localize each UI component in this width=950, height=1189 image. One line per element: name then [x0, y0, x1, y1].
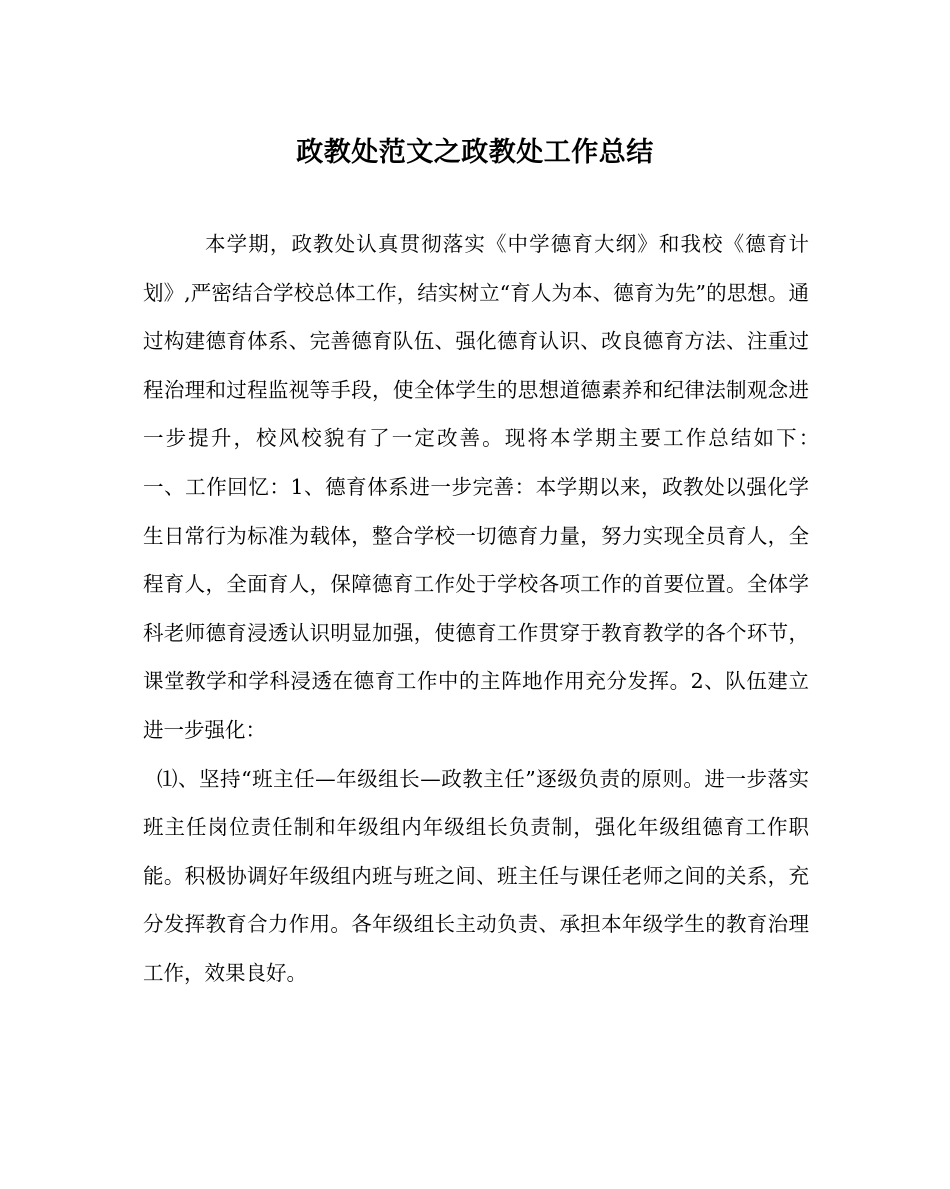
body-paragraph-1: 本学期，政教处认真贯彻落实《中学德育大纲》和我校《德育计划》,严密结合学校总体工作，结实树立“育人为本、德育为先”的思想。通过构建德育体系、完善德育队伍、强化德育认识、改良德育方法、注重过程治理和过程监视等手段，使全体学生的思想道德素养和纪律法制观念进一步提升，校风校貌有了一定改善。现将本学期主要工作总结如下： 一、工作回忆：1、德育体系进一步完善：本学期以来，政教处以强化学生日常行为标准为载体，整合学校一切德育力量，努力实现全员育人，全程育人，全面育人，保障德育工作处于学校各项工作的首要位置。全体学科老师德育浸透认识明显加强，使德育工作贯穿于教育教学的各个环节，课堂教学和学科浸透在德育工作中的主阵地作用充分发挥。2、队伍建立进一步强化： [143, 232, 837, 742]
document-body [143, 220, 837, 998]
document-title: 政教处范文之政教处工作总结 [296, 137, 654, 168]
body-paragraph-2: ⑴、坚持“班主任—年级组长—政教主任”逐级负责的原则。进一步落实班主任岗位责任制和年级组内年级组长负责制，强化年级组德育工作职能。积极协调好年级组内班与班之间、班主任与课任老师之间的关系，充分发挥教育合力作用。各年级组长主动负责、承担本年级学生的教育治理工作，效果良好。 [143, 766, 809, 985]
